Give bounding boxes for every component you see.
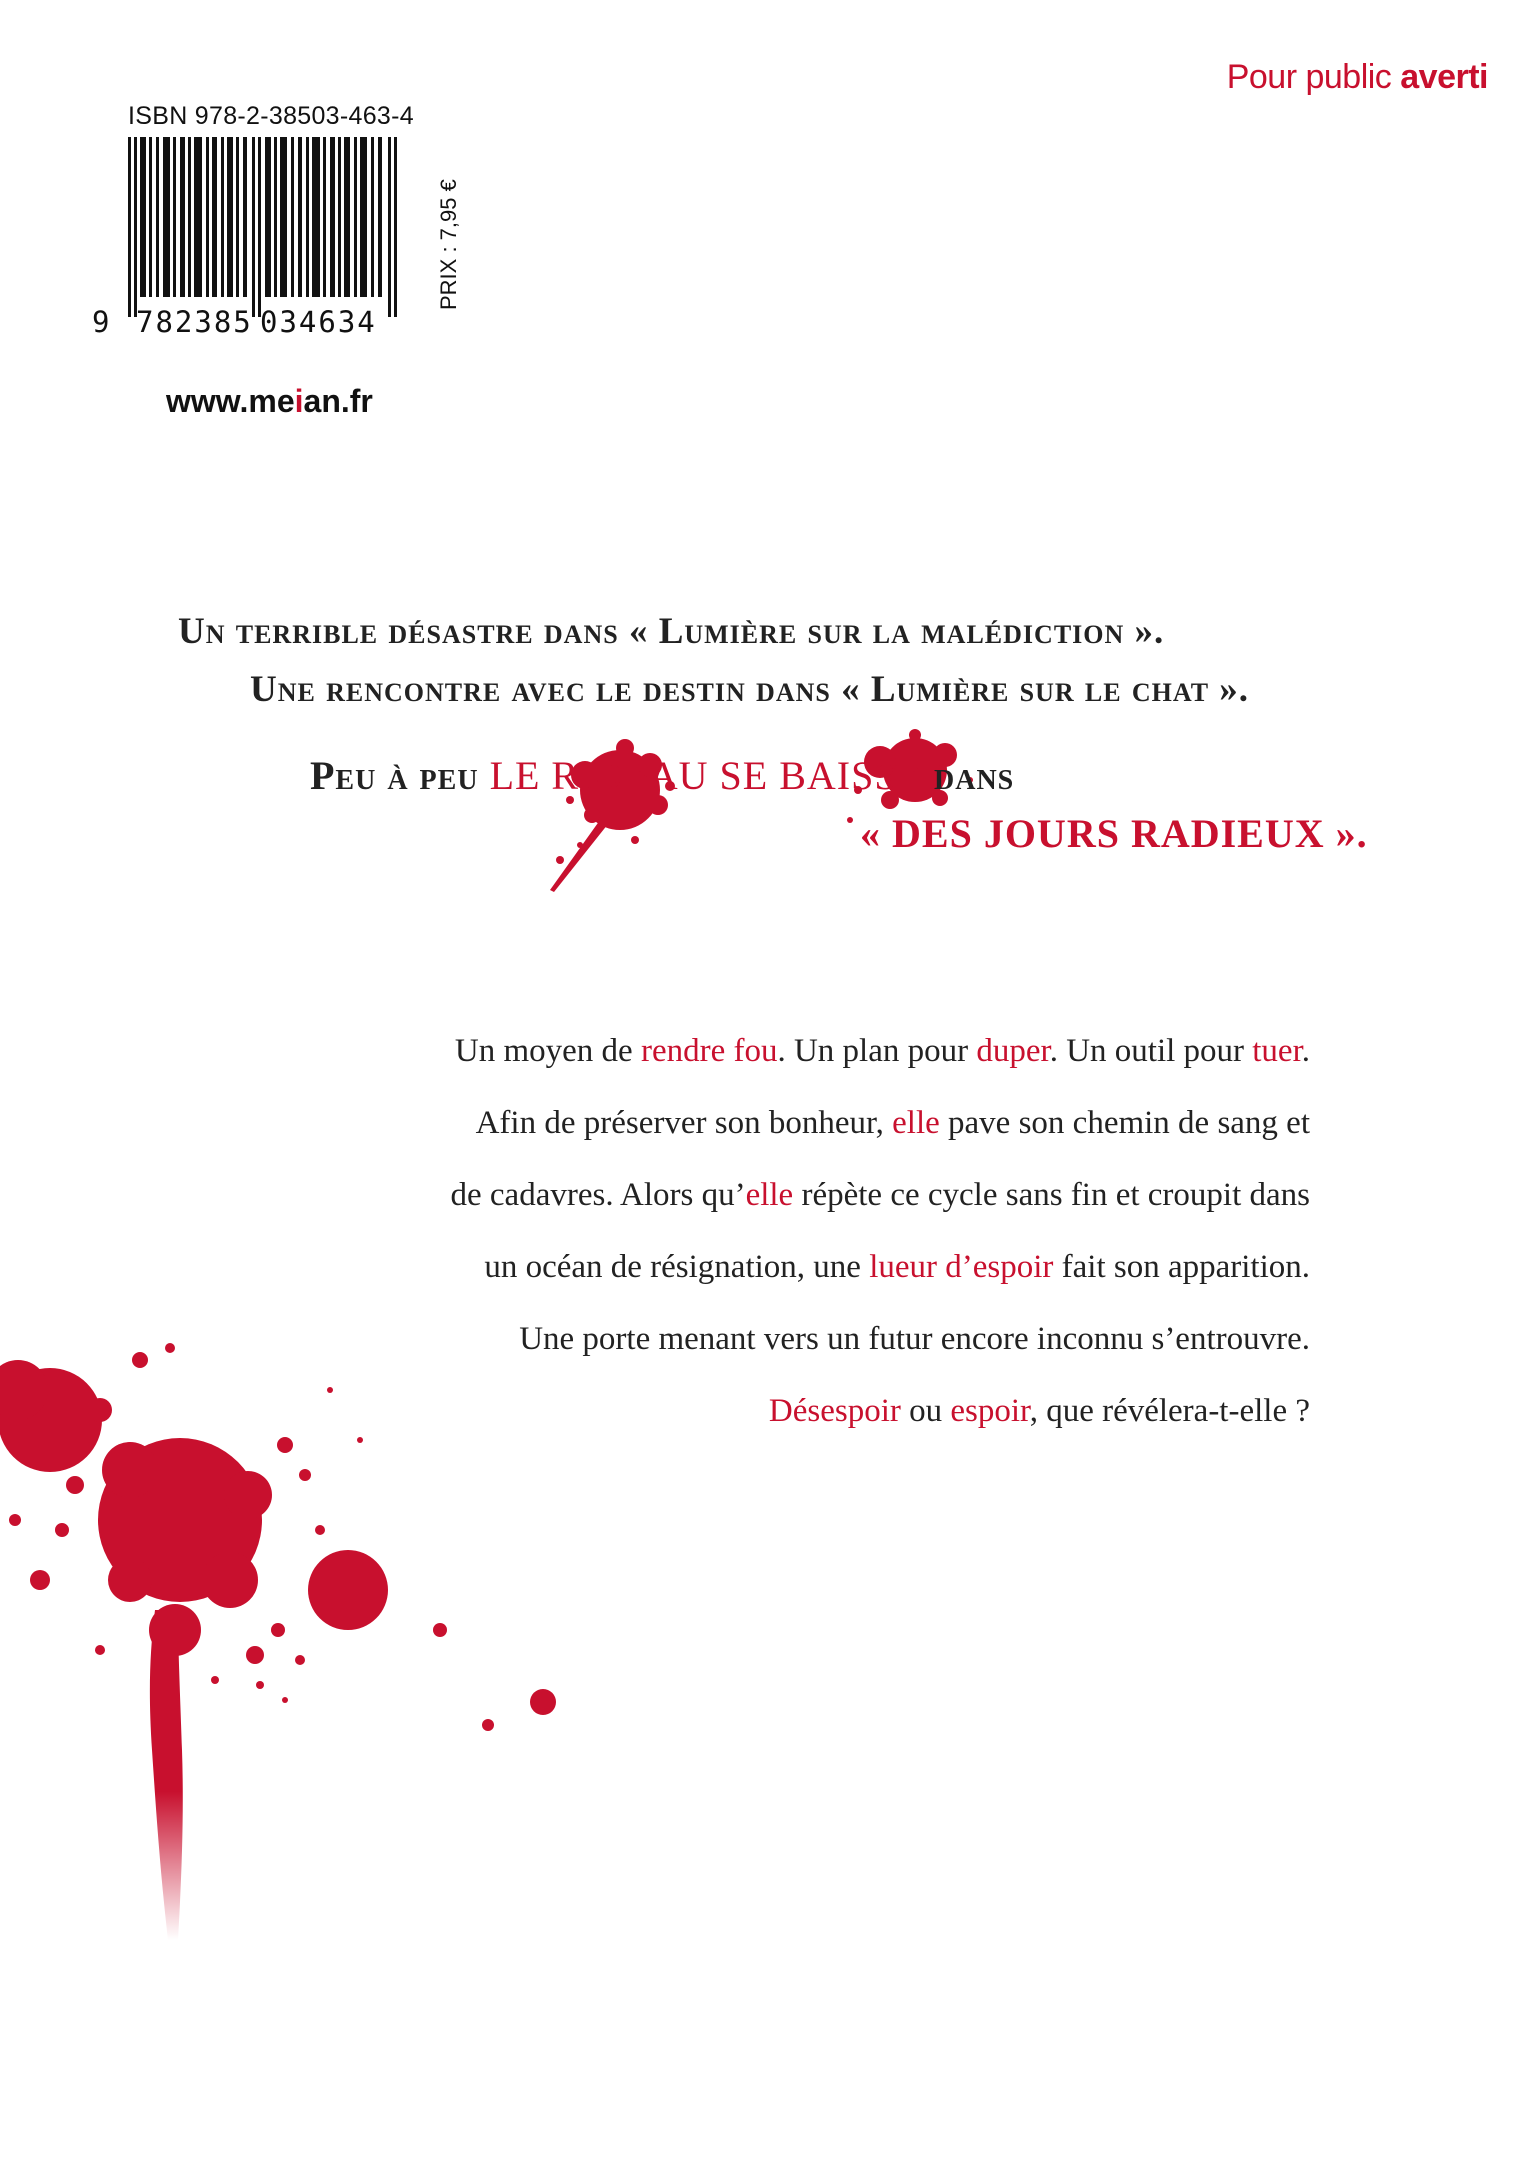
synopsis-line-5: Une porte menant vers un futur encore inconnu s’entrouvre. [519,1321,1310,1357]
tagline-line-2: Une rencontre avec le destin dans « Lumière sur le chat ». [250,669,1250,710]
barcode-digits-right: 034634 [260,305,377,339]
website-post: an.fr [303,383,373,419]
price-text: PRIX : 7,95 € [436,179,461,310]
synopsis-line-6: Désespoir ou espoir, que révélera-t-elle ? [768,1393,1310,1429]
tagline-line-3-highlight: LE RIDEAU SE BAISSE [489,753,924,798]
tagline-line-1: Un terrible désastre dans « Lumière sur la malédiction ». [178,611,1165,652]
tagline-line-3-end: dans [923,753,1015,798]
synopsis-line-4: un océan de résignation, une lueur d’espoir fait son apparition. [484,1249,1310,1285]
barcode-digits [92,305,402,339]
synopsis-line-1: Un moyen de rendre fou. Un plan pour duper. Un outil pour tuer. [454,1033,1310,1069]
rating-prefix: Pour public [1226,58,1392,96]
tagline-line-4: « DES JOURS RADIEUX ». [860,811,1368,856]
barcode [128,137,398,317]
synopsis-line-3: de cadavres. Alors qu’elle répète ce cycle sans fin et croupit dans [450,1177,1310,1213]
rating-emphasis: averti [1400,58,1488,96]
price-label [432,150,462,310]
website-pre: www.me [166,383,295,419]
blood-splatter-small-left [530,720,700,900]
barcode-digits-left: 782385 [136,305,253,339]
tagline-line-3 [310,752,1014,799]
blood-splatter-large [0,1330,600,1950]
website-accent: i [294,383,304,419]
tagline-line-3-start: Peu à peu [310,753,490,798]
isbn-label: ISBN 978-2-38503-463-4 [128,102,414,130]
synopsis-line-2: Afin de préserver son bonheur, elle pave son chemin de sang et [475,1105,1310,1141]
barcode-digit-lead: 9 [92,305,110,339]
website-url [166,383,373,420]
age-rating [1227,58,1488,97]
